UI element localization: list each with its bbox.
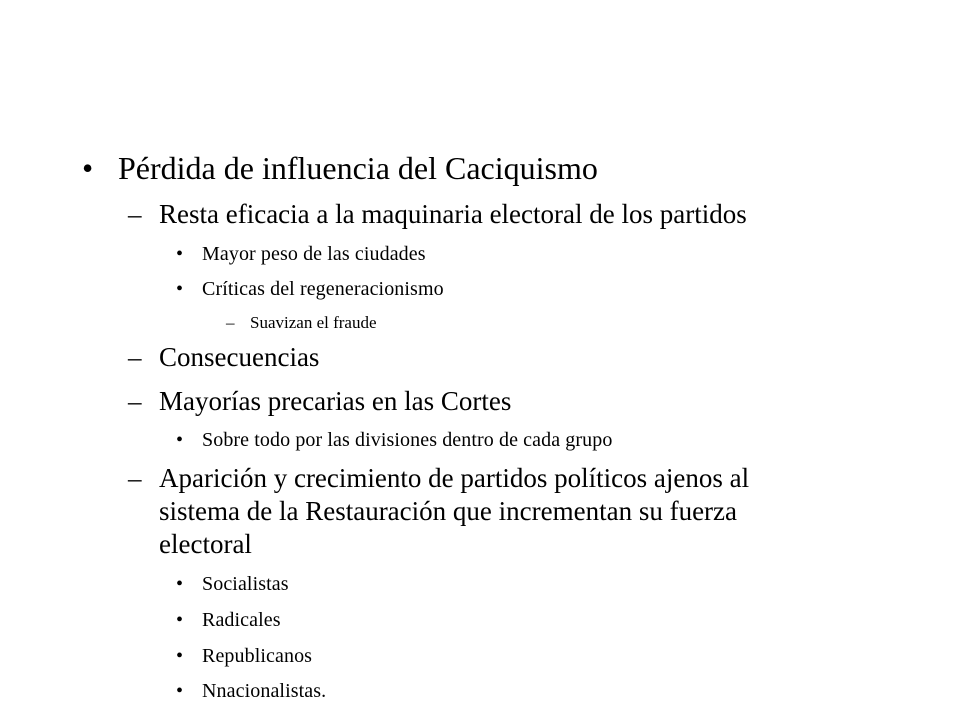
level2-text: Mayorías precarias en las Cortes (159, 386, 512, 416)
level3-bullet: • (176, 609, 184, 631)
level2-paragraph (159, 462, 879, 561)
paragraph-line: Aparición y crecimiento de partidos políticos ajenos al (159, 463, 750, 493)
level3-text: Críticas del regeneracionismo (202, 278, 444, 300)
level3-bullet: • (176, 573, 184, 595)
paragraph-line: sistema de la Restauración que incrementan su fuerza (159, 496, 738, 526)
paragraph-line: electoral (159, 529, 252, 559)
level2-text: Resta eficacia a la maquinaria electoral de los partidos (159, 199, 747, 229)
level3-text: Republicanos (202, 645, 313, 667)
level3-bullet: • (176, 645, 184, 667)
main-bullet-text: Pérdida de influencia del Caciquismo (118, 150, 598, 186)
level3-text: Mayor peso de las ciudades (202, 243, 426, 265)
level3-text: Nnacionalistas. (202, 680, 327, 702)
level2-dash: – (128, 199, 142, 229)
level4-dash: – (226, 313, 235, 332)
level3-bullet: • (176, 243, 184, 265)
level3-text: Radicales (202, 609, 281, 631)
level3-bullet: • (176, 278, 184, 300)
level3-text: Sobre todo por las divisiones dentro de cada grupo (202, 429, 613, 451)
level3-bullet: • (176, 680, 184, 702)
level2-dash: – (128, 386, 142, 416)
level1-bullet: • (82, 150, 94, 186)
level2-text: Consecuencias (159, 342, 320, 372)
level2-dash: – (128, 463, 142, 493)
level2-dash: – (128, 342, 142, 372)
level4-text: Suavizan el fraude (250, 313, 377, 332)
level3-text: Socialistas (202, 573, 289, 595)
level3-bullet: • (176, 429, 184, 451)
